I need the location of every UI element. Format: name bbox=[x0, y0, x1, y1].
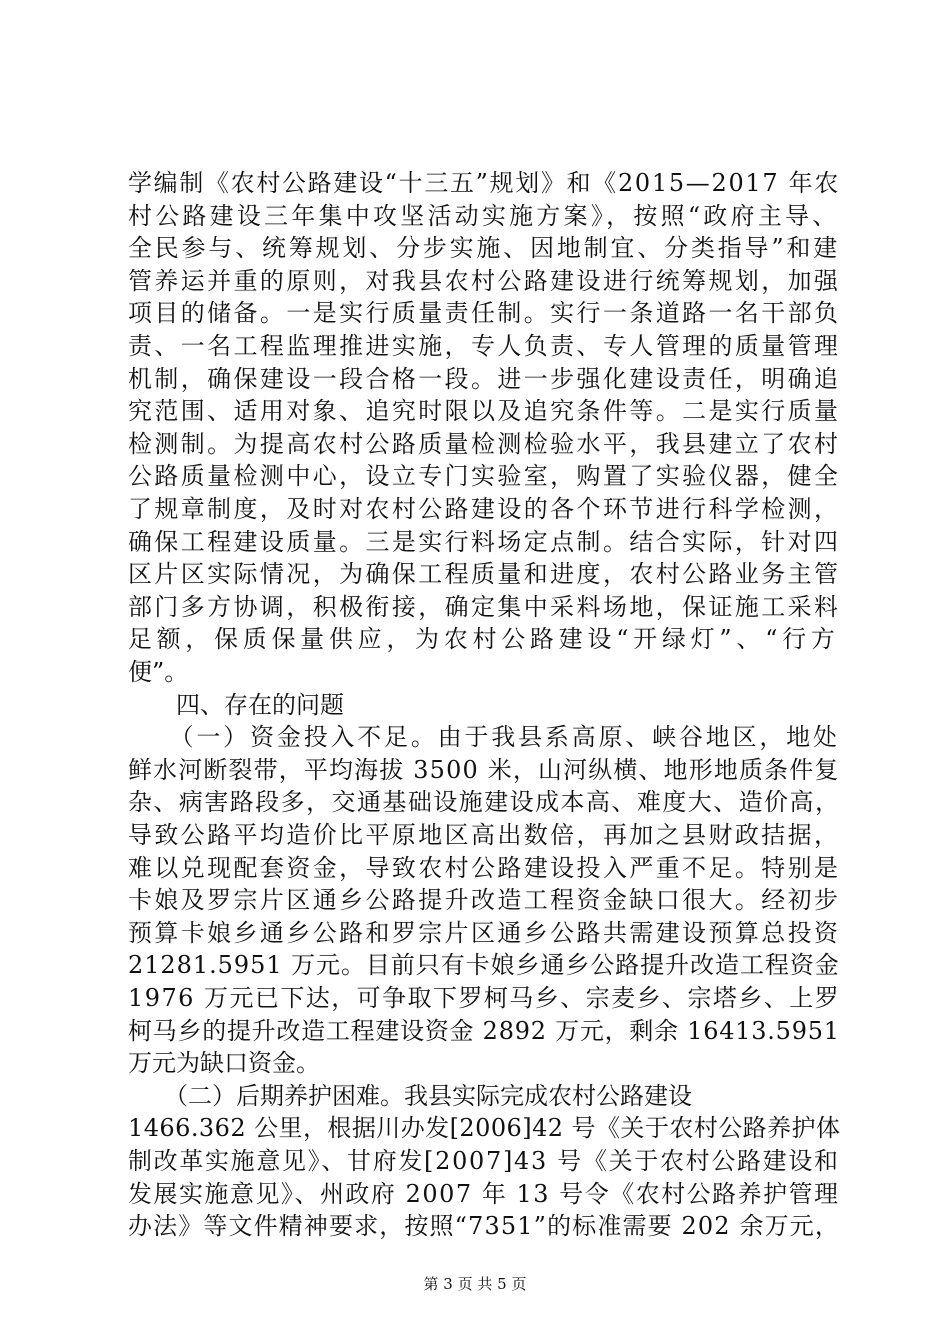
text-line: 究范围、适用对象、追究时限以及追究条件等。二是实行质量 bbox=[128, 397, 841, 426]
text-line: 发展实施意见》、州政府 2007 年 13 号令《农村公路养护管理 bbox=[128, 1179, 840, 1208]
text-line: 公路质量检测中心，设立专门实验室，购置了实验仪器，健全 bbox=[128, 462, 841, 491]
text-line: 机制，确保建设一段合格一段。进一步强化建设责任，明确追 bbox=[128, 364, 841, 393]
text-line: 21281.5951 万元。目前只有卡娘乡通乡公路提升改造工程资金 bbox=[128, 951, 840, 980]
text-line: 柯马乡的提升改造工程建设资金 2892 万元，剩余 16413.5951 bbox=[128, 1016, 840, 1045]
text-line: （二）后期养护困难。我县实际完成农村公路建设 bbox=[128, 1081, 692, 1110]
text-line: 部门多方协调，积极衔接，确定集中采料场地，保证施工采料 bbox=[128, 592, 841, 621]
text-line: 1976 万元已下达，可争取下罗柯马乡、宗麦乡、宗塔乡、上罗 bbox=[128, 984, 841, 1012]
text-line: 区片区实际情况，为确保工程质量和进度，农村公路业务主管 bbox=[128, 560, 841, 589]
text-line: 管养运并重的原则，对我县农村公路建设进行统筹规划，加强 bbox=[128, 266, 841, 295]
page-footer: 第 3 页 共 5 页 bbox=[423, 1275, 527, 1293]
text-line: 鲜水河断裂带，平均海拔 3500 米，山河纵横、地形地质条件复 bbox=[128, 755, 840, 784]
text-line: 导致公路平均造价比平原地区高出数倍，再加之县财政拮据， bbox=[128, 821, 841, 849]
text-line: 办法》等文件精神要求，按照“7351”的标准需要 202 余万元， bbox=[128, 1212, 840, 1241]
text-line: 确保工程建设质量。三是实行料场定点制。结合实际，针对四 bbox=[128, 527, 841, 556]
text-line: 卡娘及罗宗片区通乡公路提升改造工程资金缺口很大。经初步 bbox=[128, 886, 841, 915]
text-line: 了规章制度，及时对农村公路建设的各个环节进行科学检测， bbox=[128, 495, 841, 523]
text-line: 检测制。为提高农村公路质量检测检验水平，我县建立了农村 bbox=[128, 429, 841, 458]
text-line: 四、存在的问题 bbox=[128, 690, 344, 719]
text-line: 学编制《农村公路建设“十三五”规划》和《2015—2017 年农 bbox=[128, 169, 841, 197]
text-line: 全民参与、统筹规划、分步实施、因地制宜、分类指导”和建 bbox=[128, 234, 841, 263]
text-line: 杂、病害路段多，交通基础设施建设成本高、难度大、造价高， bbox=[128, 788, 841, 817]
text-line: 预算卡娘乡通乡公路和罗宗片区通乡公路共需建设预算总投资 bbox=[128, 918, 841, 947]
text-line: 难以兑现配套资金，导致农村公路建设投入严重不足。特别是 bbox=[128, 853, 841, 882]
text-line: （一）资金投入不足。由于我县系高原、峡谷地区，地处 bbox=[128, 723, 840, 752]
text-line: 便”。 bbox=[128, 658, 189, 686]
text-line: 万元为缺口资金。 bbox=[128, 1049, 320, 1078]
text-line: 村公路建设三年集中攻坚活动实施方案》，按照“政府主导、 bbox=[128, 201, 840, 230]
text-line: 责、一名工程监理推进实施，专人负责、专人管理的质量管理 bbox=[128, 332, 841, 360]
text-line: 足额，保质保量供应，为农村公路建设“开绿灯”、“行方 bbox=[128, 625, 840, 654]
text-line: 制改革实施意见》、甘府发[2007]43 号《关于农村公路建设和 bbox=[128, 1147, 840, 1175]
text-line: 项目的储备。一是实行质量责任制。实行一条道路一名干部负 bbox=[128, 299, 841, 328]
text-line: 1466.362 公里，根据川办发[2006]42 号《关于农村公路养护体 bbox=[128, 1114, 841, 1143]
